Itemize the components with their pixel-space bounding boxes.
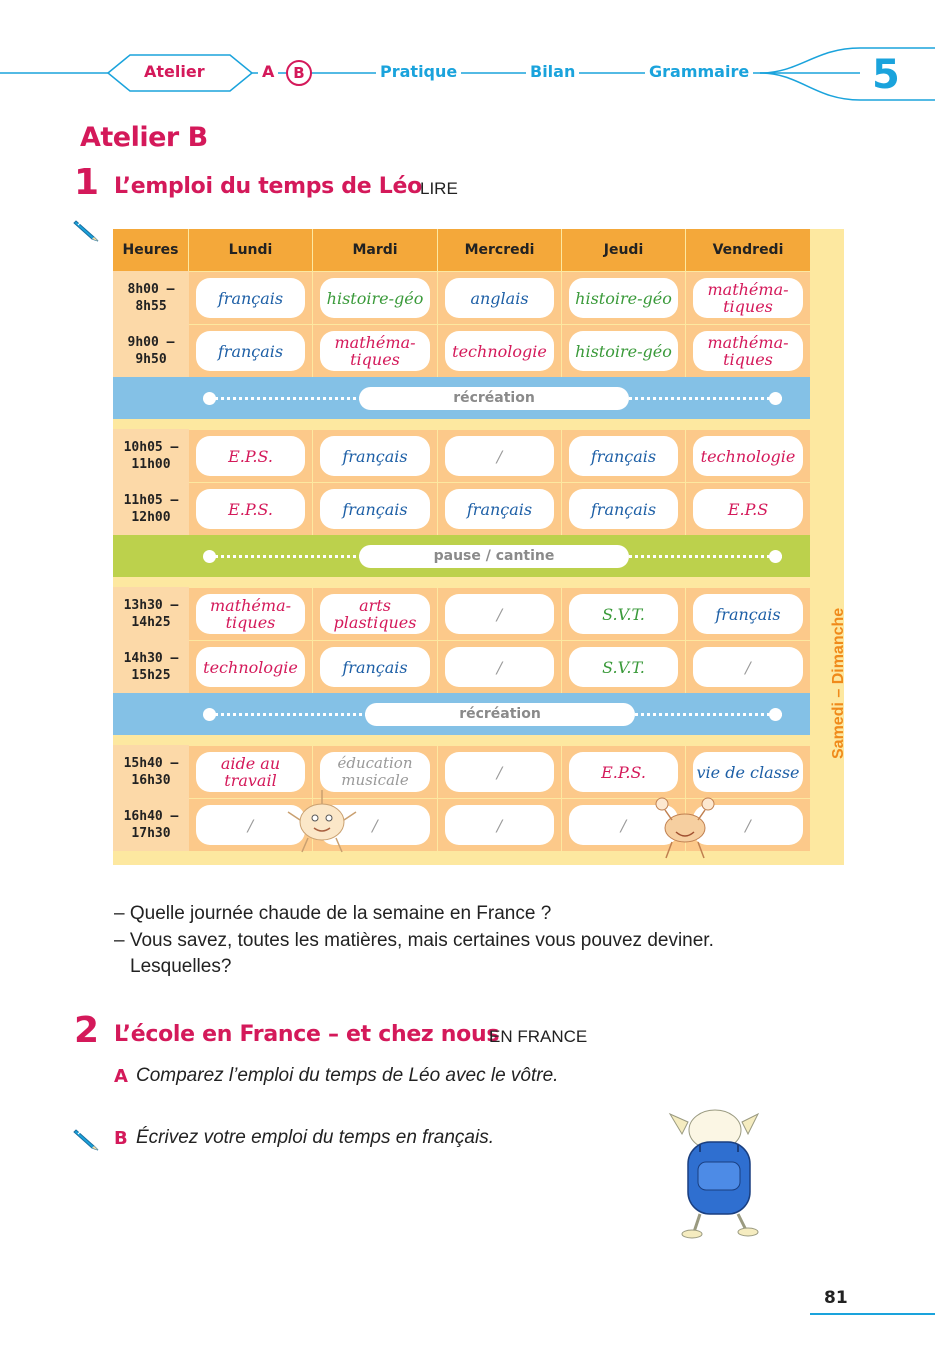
timetable-header-4: Jeudi xyxy=(562,229,686,271)
subject-label: / xyxy=(196,805,305,845)
subject-label: anglais xyxy=(445,278,554,318)
subject-label: E.P.S. xyxy=(569,752,678,792)
dot-start xyxy=(203,708,216,721)
subject-label: / xyxy=(445,647,554,687)
time-start: 11h05 – xyxy=(123,492,179,508)
subject-label: / xyxy=(320,805,430,845)
subject-label: français xyxy=(196,278,305,318)
timetable-cell xyxy=(313,324,438,377)
exercise-2-title: L’école en France – et chez nous xyxy=(114,1022,500,1047)
time-start: 9h00 – xyxy=(127,334,175,350)
break-band-lunch xyxy=(113,535,810,577)
question-2: – Vous savez, toutes les matières, mais certaines vous pouvez deviner. xyxy=(114,930,714,951)
time-slot xyxy=(113,745,189,798)
exercise-1-title: L’emploi du temps de Léo xyxy=(114,174,422,199)
subject-label: / xyxy=(445,752,554,792)
break-band-recreation2 xyxy=(113,693,810,735)
timetable-cell xyxy=(686,324,810,377)
time-start: 15h40 – xyxy=(123,755,179,771)
break-label: pause / cantine xyxy=(359,545,629,568)
timetable-cell xyxy=(438,587,562,640)
subject-label: S.V.T. xyxy=(569,647,678,687)
timetable xyxy=(113,229,847,865)
timetable-cell xyxy=(438,324,562,377)
subject-label: français xyxy=(196,331,305,371)
subject-label: E.P.S. xyxy=(196,436,305,476)
timetable-cell xyxy=(438,640,562,693)
time-start: 16h40 – xyxy=(123,808,179,824)
timetable-cell xyxy=(438,271,562,324)
nav-atelier[interactable]: Atelier xyxy=(144,62,205,81)
exercise-2b-text: Écrivez votre emploi du temps en français. xyxy=(136,1127,494,1148)
time-start: 10h05 – xyxy=(123,439,179,455)
timetable-cell xyxy=(562,429,686,482)
timetable-header-3: Mercredi xyxy=(438,229,562,271)
question-1: – Quelle journée chaude de la semaine en France ? xyxy=(114,903,552,924)
exercise-2b-letter: B xyxy=(114,1128,128,1149)
subject-label: mathéma- tiques xyxy=(196,594,305,634)
dot-end xyxy=(769,392,782,405)
time-end: 11h00 xyxy=(131,456,171,472)
time-end: 9h50 xyxy=(135,351,167,367)
subject-label: français xyxy=(320,436,430,476)
timetable-cell xyxy=(313,271,438,324)
nav-bilan[interactable]: Bilan xyxy=(526,62,579,81)
subject-label: arts plastiques xyxy=(320,594,430,634)
timetable-cell xyxy=(562,587,686,640)
subject-label: S.V.T. xyxy=(569,594,678,634)
subject-label: / xyxy=(445,805,554,845)
time-end: 15h25 xyxy=(131,667,171,683)
timetable-cell xyxy=(438,745,562,798)
timetable-cell xyxy=(686,271,810,324)
subject-label: français xyxy=(320,489,430,529)
nav-pratique[interactable]: Pratique xyxy=(376,62,461,81)
subject-label: technologie xyxy=(445,331,554,371)
time-end: 17h30 xyxy=(131,825,171,841)
nav-grammaire[interactable]: Grammaire xyxy=(645,62,753,81)
exercise-1-tag: LIRE xyxy=(420,179,458,198)
time-end: 12h00 xyxy=(131,509,171,525)
nav-atelier-b[interactable]: B xyxy=(286,60,312,86)
crab-illustration-2 xyxy=(650,790,720,865)
time-slot xyxy=(113,429,189,482)
subject-label: français xyxy=(693,594,803,634)
page-title: Atelier B xyxy=(80,122,208,153)
exercise-2-number: 2 xyxy=(74,1010,100,1051)
subject-label: histoire-géo xyxy=(569,331,678,371)
subject-label: E.P.S xyxy=(693,489,803,529)
time-start: 13h30 – xyxy=(123,597,179,613)
subject-label: français xyxy=(445,489,554,529)
timetable-cell xyxy=(313,482,438,535)
subject-label: français xyxy=(569,436,678,476)
subject-label: mathéma- tiques xyxy=(693,331,803,371)
subject-label: éducation musicale xyxy=(320,752,430,792)
time-end: 14h25 xyxy=(131,614,171,630)
subject-label: E.P.S. xyxy=(196,489,305,529)
subject-label: histoire-géo xyxy=(569,278,678,318)
weekend-column xyxy=(810,229,844,865)
subject-label: technologie xyxy=(196,647,305,687)
time-slot xyxy=(113,271,189,324)
timetable-cell xyxy=(313,429,438,482)
page-number: 81 xyxy=(824,1288,848,1308)
break-label: récréation xyxy=(365,703,635,726)
break-band-recreation1 xyxy=(113,377,810,419)
weekend-label: Samedi – Dimanche xyxy=(830,607,847,759)
nav-atelier-a[interactable]: A xyxy=(258,62,278,81)
time-start: 8h00 – xyxy=(127,281,175,297)
break-label: récréation xyxy=(359,387,629,410)
timetable-cell xyxy=(438,482,562,535)
timetable-cell xyxy=(686,640,810,693)
subject-label: histoire-géo xyxy=(320,278,430,318)
dot-start xyxy=(203,550,216,563)
dot-end xyxy=(769,550,782,563)
subject-label: / xyxy=(445,594,554,634)
subject-label: / xyxy=(693,805,803,845)
pencil-icon xyxy=(72,215,104,247)
timetable-cell xyxy=(313,587,438,640)
time-slot xyxy=(113,482,189,535)
timetable-cell xyxy=(189,640,313,693)
time-start: 14h30 – xyxy=(123,650,179,666)
timetable-header-2: Mardi xyxy=(313,229,438,271)
timetable-cell xyxy=(438,429,562,482)
exercise-2a-letter: A xyxy=(114,1066,128,1087)
timetable-cell xyxy=(313,640,438,693)
timetable-header-0: Heures xyxy=(113,229,189,271)
time-slot xyxy=(113,798,189,851)
timetable-cell xyxy=(438,798,562,851)
subject-label: / xyxy=(569,805,678,845)
timetable-cell xyxy=(686,482,810,535)
timetable-cell xyxy=(562,640,686,693)
time-slot xyxy=(113,640,189,693)
subject-label: technologie xyxy=(693,436,803,476)
chapter-number: 5 xyxy=(872,52,900,98)
dot-end xyxy=(769,708,782,721)
subject-label: / xyxy=(445,436,554,476)
chapter-navigation xyxy=(0,40,935,110)
subject-label: mathéma- tiques xyxy=(693,278,803,318)
subject-label: aide au travail xyxy=(196,752,305,792)
exercise-2a-text: Comparez l’emploi du temps de Léo avec le vôtre. xyxy=(136,1065,559,1086)
timetable-cell xyxy=(562,482,686,535)
subject-label: français xyxy=(320,647,430,687)
timetable-cell xyxy=(189,271,313,324)
dot-start xyxy=(203,392,216,405)
timetable-cell xyxy=(189,324,313,377)
timetable-cell xyxy=(562,324,686,377)
timetable-cell xyxy=(686,587,810,640)
question-2-continued: Lesquelles? xyxy=(130,956,232,977)
subject-label: mathéma- tiques xyxy=(320,331,430,371)
crab-illustration xyxy=(282,780,362,860)
mascot-illustration xyxy=(660,1100,800,1240)
page-number-underline xyxy=(810,1313,935,1315)
exercise-1-number: 1 xyxy=(74,162,100,203)
time-slot xyxy=(113,587,189,640)
timetable-header-5: Vendredi xyxy=(686,229,810,271)
timetable-cell xyxy=(562,271,686,324)
timetable-header-1: Lundi xyxy=(189,229,313,271)
subject-label: / xyxy=(693,647,803,687)
time-end: 16h30 xyxy=(131,772,171,788)
subject-label: vie de classe xyxy=(693,752,803,792)
exercise-2-tag: EN FRANCE xyxy=(489,1027,588,1046)
timetable-cell xyxy=(189,587,313,640)
timetable-cell xyxy=(686,429,810,482)
pencil-icon xyxy=(72,1124,104,1156)
time-slot xyxy=(113,324,189,377)
time-end: 8h55 xyxy=(135,298,167,314)
timetable-cell xyxy=(189,482,313,535)
timetable-cell xyxy=(189,429,313,482)
subject-label: français xyxy=(569,489,678,529)
